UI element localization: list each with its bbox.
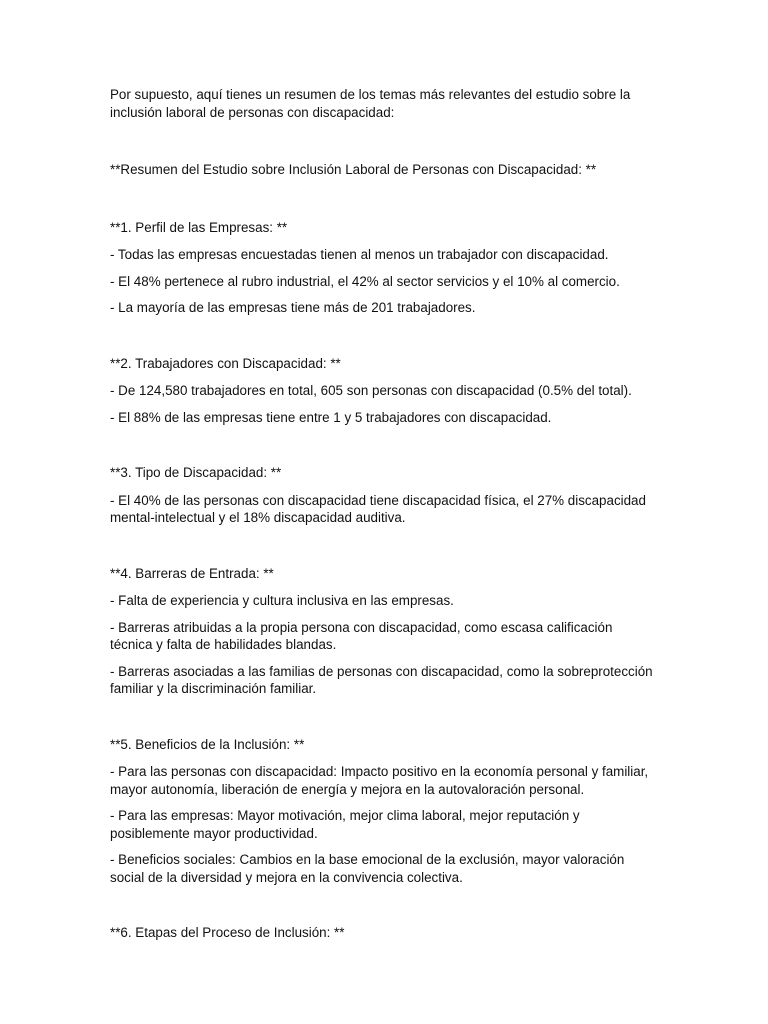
list-item: - Todas las empresas encuestadas tienen al menos un trabajador con discapacidad.: [110, 247, 609, 262]
section-heading: **2. Trabajadores con Discapacidad: **: [110, 355, 341, 371]
section-barreras: [110, 565, 658, 698]
list-item: - El 48% pertenece al rubro industrial, el 42% al sector servicios y el 10% al comercio.: [110, 273, 620, 289]
list-item: - Beneficios sociales: Cambios en la base emocional de la exclusión, mayor valoración social de la diversidad y mejora en la convivencia colectiva.: [110, 852, 625, 885]
section-perfil-empresas: [110, 219, 658, 317]
section-heading: **5. Beneficios de la Inclusión: **: [110, 736, 305, 752]
section-heading: **4. Barreras de Entrada: **: [110, 565, 274, 581]
list-item: - Barreras asociadas a las familias de personas con discapacidad, como la sobreprotección familiar y la discriminación familiar.: [110, 663, 653, 696]
section-heading: **1. Perfil de las Empresas: **: [110, 219, 288, 235]
list-item: - Para las personas con discapacidad: Impacto positivo en la economía personal y familiar, mayor autonomía, liberación de energía y mejora en la autovaloración personal.: [110, 764, 649, 797]
document-title: **Resumen del Estudio sobre Inclusión Laboral de Personas con Discapacidad: **: [110, 162, 597, 177]
document-body: [110, 86, 658, 980]
section-etapas: [110, 924, 658, 942]
section-trabajadores: [110, 355, 658, 427]
section-heading: **6. Etapas del Proceso de Inclusión: **: [110, 925, 345, 940]
list-item: - De 124,580 trabajadores en total, 605 son personas con discapacidad (0.5% del total).: [110, 383, 632, 398]
list-item: - Falta de experiencia y cultura inclusiva en las empresas.: [110, 593, 454, 608]
list-item: - El 40% de las personas con discapacidad tiene discapacidad física, el 27% discapacidad mental-intelectual y el 18% discapacidad auditiva.: [110, 492, 646, 525]
list-item: - Para las empresas: Mayor motivación, mejor clima laboral, mejor reputación y posiblemente mayor productividad.: [110, 808, 580, 841]
section-tipo-discapacidad: [110, 464, 658, 527]
intro-paragraph: Por supuesto, aquí tienes un resumen de los temas más relevantes del estudio sobre la inclusión laboral de personas con discapacidad:: [110, 87, 631, 120]
section-beneficios: [110, 736, 658, 887]
section-heading: **3. Tipo de Discapacidad: **: [110, 465, 282, 480]
list-item: - Barreras atribuidas a la propia persona con discapacidad, como escasa calificación técnica y falta de habilidades blandas.: [110, 619, 613, 652]
list-item: - El 88% de las empresas tiene entre 1 y 5 trabajadores con discapacidad.: [110, 409, 552, 425]
list-item: - La mayoría de las empresas tiene más de 201 trabajadores.: [110, 300, 476, 315]
